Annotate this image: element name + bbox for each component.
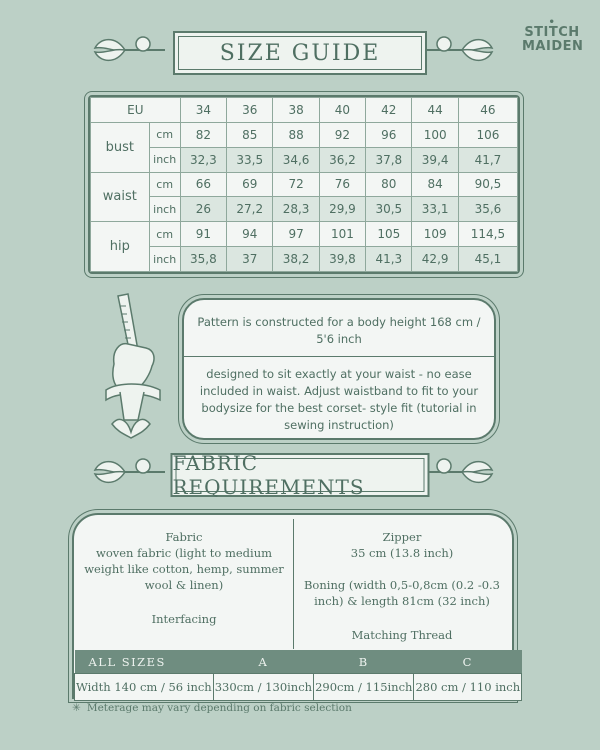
floral-ornament-right-icon	[422, 452, 502, 492]
value-cell: 94	[227, 222, 273, 247]
table-row	[91, 122, 518, 147]
zipper-value: 35 cm (13.8 inch)	[350, 546, 454, 560]
value-cell: 34,6	[273, 147, 319, 172]
value-cell: 30,5	[366, 197, 412, 222]
brand-logo	[522, 17, 584, 54]
header-view-c: C	[414, 650, 522, 674]
value-cell: 37,8	[366, 147, 412, 172]
fabric-panel	[72, 513, 521, 699]
value-cell: 36,2	[319, 147, 365, 172]
fabric-heading: Fabric	[165, 530, 203, 544]
table-row	[91, 222, 518, 247]
floral-ornament-right-icon	[422, 30, 502, 70]
value-cell: 101	[319, 222, 365, 247]
floral-ornament-left-icon	[85, 452, 165, 492]
thread-label: Matching Thread	[351, 628, 453, 642]
value-cell: 41,3	[366, 247, 412, 272]
value-cell: 32,3	[180, 147, 226, 172]
value-cell: 28,3	[273, 197, 319, 222]
measure-group-bust: bust	[91, 122, 150, 172]
value-cell: 69	[227, 172, 273, 197]
value-cell: 96	[366, 122, 412, 147]
value-cell: 42,9	[412, 247, 458, 272]
note-height: Pattern is constructed for a body height 168 cm / 5'6 inch	[197, 315, 481, 346]
value-cell: 26	[180, 197, 226, 222]
boning-label: Boning (width 0,5-0,8cm (0.2 -0.3 inch) & length 81cm (32 inch)	[303, 578, 500, 608]
zipper-heading: Zipper	[382, 530, 422, 544]
size-col: 42	[366, 98, 412, 123]
meterage-b: 290cm / 115inch	[314, 674, 414, 701]
table-row	[91, 247, 518, 272]
measure-group-waist: waist	[91, 172, 150, 222]
value-cell: 84	[412, 172, 458, 197]
value-cell: 106	[458, 122, 517, 147]
unit-cell: inch	[149, 197, 180, 222]
header-view-b: B	[314, 650, 414, 674]
value-cell: 35,8	[180, 247, 226, 272]
header-view-a: A	[213, 650, 313, 674]
size-col: 36	[227, 98, 273, 123]
requirement-value-row	[75, 674, 522, 701]
value-cell: 88	[273, 122, 319, 147]
fabric-requirement-table	[74, 650, 522, 701]
value-cell: 109	[412, 222, 458, 247]
size-header-row	[91, 98, 518, 123]
fabric-requirements-title: FABRIC REQUIREMENTS	[171, 453, 430, 497]
note-fit: designed to sit exactly at your waist - no ease included in waist. Adjust waistband to fit to your bodysize for the best corset- style fit (tutorial in sewing instruction)	[199, 367, 479, 432]
value-cell: 41,7	[458, 147, 517, 172]
size-header-label: EU	[91, 98, 181, 123]
table-row	[91, 172, 518, 197]
size-guide-title: SIZE GUIDE	[173, 31, 427, 75]
value-cell: 33,1	[412, 197, 458, 222]
value-cell: 38,2	[273, 247, 319, 272]
unit-cell: cm	[149, 172, 180, 197]
value-cell: 92	[319, 122, 365, 147]
fabric-description: woven fabric (light to medium weight like cotton, hemp, summer wool & linen)	[84, 546, 284, 592]
value-cell: 82	[180, 122, 226, 147]
table-row	[91, 197, 518, 222]
interfacing-label: Interfacing	[151, 612, 217, 626]
size-table-grid	[90, 97, 518, 272]
size-table	[88, 95, 520, 274]
value-cell: 114,5	[458, 222, 517, 247]
size-col: 38	[273, 98, 319, 123]
floral-ornament-left-icon	[85, 30, 165, 70]
logo-dot-icon: •	[548, 17, 556, 28]
measure-group-hip: hip	[91, 222, 150, 272]
value-cell: 33,5	[227, 147, 273, 172]
size-col: 44	[412, 98, 458, 123]
value-cell: 76	[319, 172, 365, 197]
fabric-divider	[293, 519, 294, 649]
size-col: 40	[319, 98, 365, 123]
value-cell: 100	[412, 122, 458, 147]
unit-cell: cm	[149, 222, 180, 247]
value-cell: 45,1	[458, 247, 517, 272]
value-cell: 105	[366, 222, 412, 247]
brand-line1: STITCH	[524, 25, 580, 40]
size-col: 34	[180, 98, 226, 123]
table-row	[91, 147, 518, 172]
fabric-right-column	[302, 529, 502, 643]
value-cell: 91	[180, 222, 226, 247]
unit-cell: inch	[149, 247, 180, 272]
brand-line2: MAIDEN	[522, 39, 584, 54]
value-cell: 97	[273, 222, 319, 247]
hand-measuring-tape-icon	[98, 292, 170, 440]
value-cell: 85	[227, 122, 273, 147]
value-cell: 66	[180, 172, 226, 197]
value-cell: 90,5	[458, 172, 517, 197]
fabric-left-column	[84, 529, 284, 627]
unit-cell: inch	[149, 147, 180, 172]
footnote	[72, 702, 352, 714]
footnote-text: Meterage may vary depending on fabric selection	[86, 702, 352, 714]
asterisk-icon: ✳	[72, 702, 81, 714]
value-cell: 35,6	[458, 197, 517, 222]
width-cell: Width 140 cm / 56 inch	[75, 674, 214, 701]
value-cell: 72	[273, 172, 319, 197]
value-cell: 39,8	[319, 247, 365, 272]
meterage-c: 280 cm / 110 inch	[414, 674, 522, 701]
value-cell: 39,4	[412, 147, 458, 172]
value-cell: 27,2	[227, 197, 273, 222]
note-divider	[184, 356, 494, 357]
value-cell: 29,9	[319, 197, 365, 222]
header-all-sizes: ALL SIZES	[75, 650, 214, 674]
unit-cell: cm	[149, 122, 180, 147]
meterage-a: 330cm / 130inch	[213, 674, 313, 701]
value-cell: 37	[227, 247, 273, 272]
pattern-note-box	[182, 298, 496, 440]
requirement-header-row	[75, 650, 522, 674]
size-col: 46	[458, 98, 517, 123]
value-cell: 80	[366, 172, 412, 197]
